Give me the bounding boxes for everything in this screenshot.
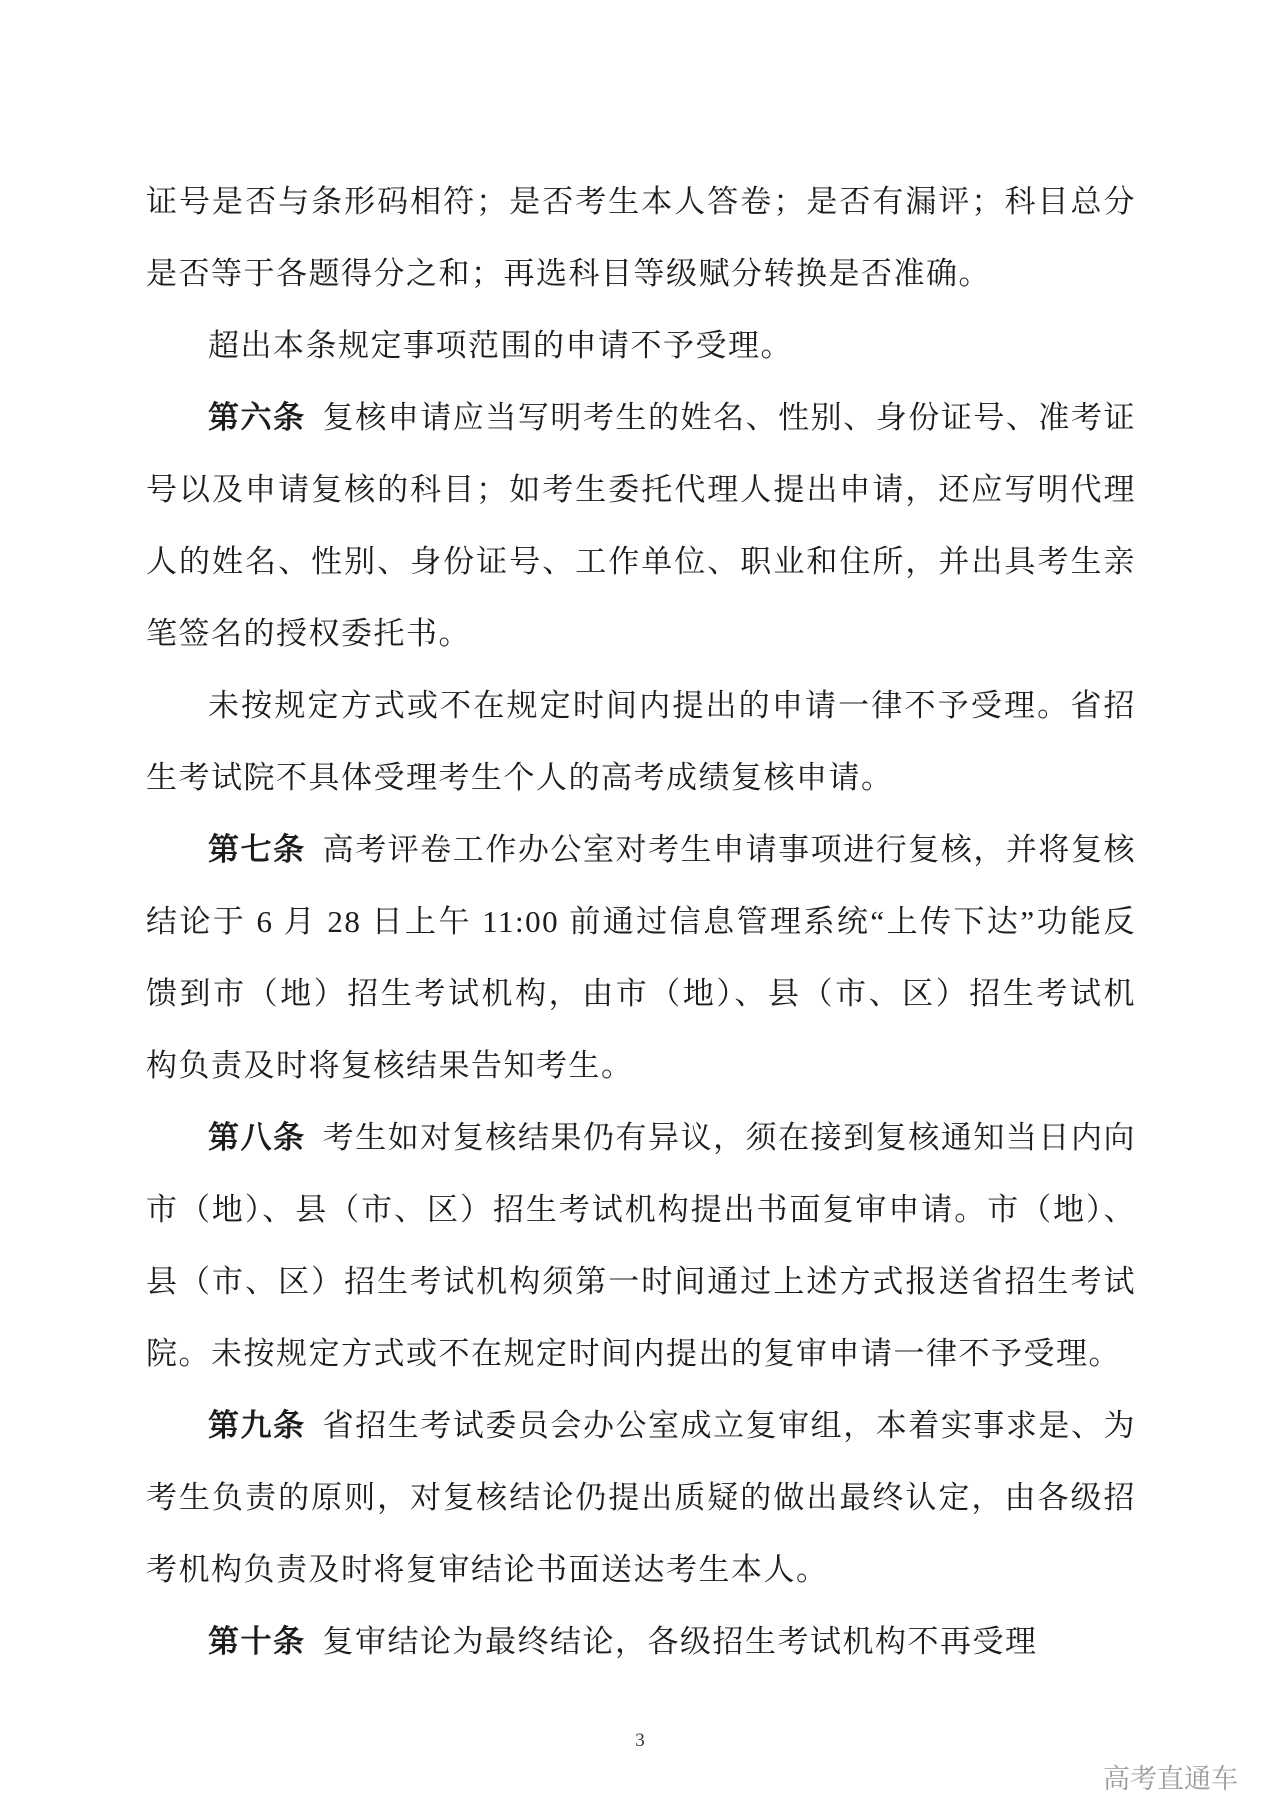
- paragraph-text: 未按规定方式或不在规定时间内提出的申请一律不予受理。省招生考试院不具体受理考生个人的高考成绩复核申请。: [146, 688, 1136, 795]
- page-number: 3: [635, 1730, 645, 1751]
- paragraph: [146, 1102, 1136, 1390]
- paragraph-text: 超出本条规定事项范围的申请不予受理。: [208, 328, 793, 363]
- paragraph-text: 高考评卷工作办公室对考生申请事项进行复核，并将复核结论于 6 月 28 日上午 11:00 前通过信息管理系统“上传下达”功能反馈到市（地）招生考试机构，由市（地）、县（市、区）招生考试机构负责及时将复核结果告知考生。: [146, 832, 1137, 1083]
- paragraph: [146, 382, 1136, 670]
- paragraph: [146, 166, 1136, 310]
- paragraph: [146, 1606, 1136, 1678]
- article-label: 第九条: [208, 1408, 306, 1443]
- paragraph-text: 复审结论为最终结论，各级招生考试机构不再受理: [322, 1624, 1038, 1659]
- paragraph: [146, 670, 1136, 814]
- article-label: 第六条: [208, 400, 306, 435]
- paragraph: [146, 1390, 1136, 1606]
- paragraph-text: 考生如对复核结果仍有异议，须在接到复核通知当日内向市（地）、县（市、区）招生考试机构提出书面复审申请。市（地）、县（市、区）招生考试机构须第一时间通过上述方式报送省招生考试院。未按规定方式或不在规定时间内提出的复审申请一律不予受理。: [146, 1120, 1137, 1371]
- paragraph-text: 复核申请应当写明考生的姓名、性别、身份证号、准考证号以及申请复核的科目；如考生委托代理人提出申请，还应写明代理人的姓名、性别、身份证号、工作单位、职业和住所，并出具考生亲笔签名的授权委托书。: [146, 400, 1137, 651]
- article-label: 第十条: [208, 1624, 306, 1659]
- paragraph-text: 证号是否与条形码相符；是否考生本人答卷；是否有漏评；科目总分是否等于各题得分之和；再选科目等级赋分转换是否准确。: [146, 184, 1136, 291]
- article-label: 第七条: [208, 832, 306, 867]
- paragraph: [146, 814, 1136, 1102]
- paragraph-text: 省招生考试委员会办公室成立复审组，本着实事求是、为考生负责的原则，对复核结论仍提出质疑的做出最终认定，由各级招考机构负责及时将复审结论书面送达考生本人。: [146, 1408, 1137, 1587]
- article-label: 第八条: [208, 1120, 306, 1155]
- watermark: 高考直通车: [1103, 1764, 1238, 1794]
- paragraph: [146, 310, 1136, 382]
- document-body: [146, 166, 1136, 1678]
